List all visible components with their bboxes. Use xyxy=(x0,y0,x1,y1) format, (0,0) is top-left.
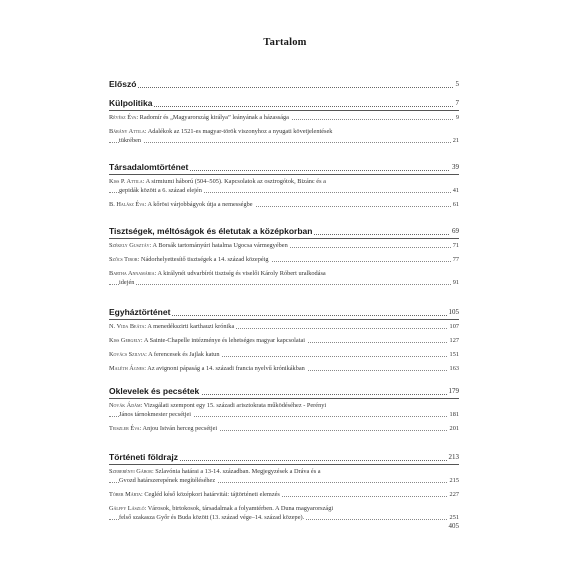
entry-text: Tóber Márta: Cegléd késő középkori határvitái: tájtörténeti elemzés xyxy=(109,491,280,498)
entry-continuation xyxy=(109,186,459,195)
toc-section xyxy=(109,98,459,145)
toc-foreword xyxy=(109,79,459,90)
entry-page: 41 xyxy=(452,187,459,194)
entry-author: Székely Gusztáv xyxy=(109,242,150,249)
toc-entry xyxy=(109,504,459,522)
entry-page: 181 xyxy=(449,411,459,418)
entry-author: Bárány Attila xyxy=(109,128,145,135)
toc-heading: Társadalomtörténet xyxy=(109,162,189,172)
toc-page: 69 xyxy=(452,227,459,235)
toc-entry xyxy=(109,364,459,373)
toc-entry xyxy=(109,255,459,264)
toc-section xyxy=(109,162,459,209)
entry-line xyxy=(109,113,459,122)
dot-leader xyxy=(109,87,459,88)
entry-line: Bartha Annamária: A királynéi udvarbírói tisztség és viselői Károly Róbert uralkodása xyxy=(109,270,326,277)
toc-entry xyxy=(109,113,459,122)
entry-text: Székely Gusztáv: A Borsák tartományúri hatalma Ugocsa vármegyében xyxy=(109,242,288,249)
toc-heading: Előszó xyxy=(109,79,137,89)
entry-page: 251 xyxy=(449,514,459,521)
entry-title: A menedékszirti karthauzi krónika xyxy=(147,323,235,330)
entry-title-cont: János tárnokmester pecsétjei xyxy=(119,411,192,418)
page-title: Tartalom xyxy=(263,37,307,48)
entry-continuation xyxy=(109,476,459,485)
dot-leader xyxy=(109,142,459,143)
entry-author: Szőcs Tibor xyxy=(109,256,138,263)
entry-title: Cegléd késő középkori határvitái: tájtörténeti elemzés xyxy=(144,491,280,498)
page-number: 405 xyxy=(448,522,459,530)
entry-author: Tóber Márta xyxy=(109,491,142,498)
toc-entry xyxy=(109,467,459,485)
entry-page: 151 xyxy=(449,351,459,358)
toc-section xyxy=(109,386,459,433)
dot-leader xyxy=(109,106,459,107)
entry-title: Adalékok az 1521-es magyar-török viszonyhoz a nyugati követjelentések xyxy=(147,128,333,135)
section-rule xyxy=(109,398,459,399)
entry-text: Szőcs Tibor: Nádorhelyettesítő tisztségek a 14. század közepéig xyxy=(109,256,269,263)
section-rule xyxy=(109,464,459,465)
toc-page: 213 xyxy=(448,453,459,461)
entry-line xyxy=(109,350,459,359)
entry-text: B. Halász Éva: A kőrösi várjobbágyok útja a nemességbe xyxy=(109,201,253,208)
entry-author: Maléth Ágnes xyxy=(109,365,145,372)
toc-entry xyxy=(109,336,459,345)
entry-continuation xyxy=(109,410,459,419)
entry-line: Gálffy László: Városok, birtokosok, társadalmak a folyamtérben. A Duna magyarországi xyxy=(109,505,334,512)
toc-entry xyxy=(109,401,459,419)
entry-title: Anjou István herceg pecsétjei xyxy=(142,425,218,432)
entry-text: Maléth Ágnes: Az avignoni pápaság a 14. századi francia nyelvű krónikákban xyxy=(109,365,305,372)
section-rule xyxy=(109,238,459,239)
entry-continuation xyxy=(109,136,459,145)
section-rule xyxy=(109,174,459,175)
entry-page: 215 xyxy=(449,477,459,484)
entry-author: Kiss Gergely xyxy=(109,337,141,344)
toc-entry xyxy=(109,424,459,433)
toc-heading-row xyxy=(109,79,459,90)
toc-heading-row xyxy=(109,98,459,109)
entry-text: Kovács Szilvia: A ferencesek és Jajlak katun xyxy=(109,351,220,358)
toc-heading-row xyxy=(109,162,459,173)
entry-line xyxy=(109,490,459,499)
entry-page: 201 xyxy=(449,425,459,432)
toc-heading-row xyxy=(109,386,459,397)
toc-entry xyxy=(109,127,459,145)
dot-leader xyxy=(109,284,459,285)
entry-continuation xyxy=(109,513,459,522)
entry-line xyxy=(109,336,459,345)
entry-author: Szeberényi Gábor xyxy=(109,468,152,475)
toc-heading: Egyháztörténet xyxy=(109,307,171,317)
entry-line: Szeberényi Gábor: Szlavónia határai a 13-14. században. Megjegyzések a Dráva és a xyxy=(109,468,321,475)
toc-heading: Külpolitika xyxy=(109,98,153,108)
entry-title: A sirmiumi háború (504–505). Kapcsolatok az osztrogótok, Bizánc és a xyxy=(145,178,326,185)
entry-author: Gálffy László xyxy=(109,505,145,512)
toc-heading-row xyxy=(109,452,459,463)
entry-line xyxy=(109,241,459,250)
entry-author: Kovács Szilvia xyxy=(109,351,146,358)
entry-page: 9 xyxy=(455,114,459,121)
entry-line xyxy=(109,200,459,209)
toc-page: 179 xyxy=(448,387,459,395)
toc-entry xyxy=(109,200,459,209)
entry-text: Kiss Gergely: A Sainte-Chapelle intézménye és lehetséges magyar kapcsolatai xyxy=(109,337,306,344)
entry-author: Révész Éva xyxy=(109,114,137,121)
toc-entry xyxy=(109,241,459,250)
entry-page: 227 xyxy=(449,491,459,498)
entry-title: A Sainte-Chapelle intézménye és lehetséges magyar kapcsolatai xyxy=(143,337,306,344)
entry-title-cont: gepidák között a 6. század elején xyxy=(119,187,202,194)
toc-page: 105 xyxy=(448,308,459,316)
entry-line xyxy=(109,322,459,331)
entry-line xyxy=(109,424,459,433)
entry-page: 21 xyxy=(452,137,459,144)
toc-entry xyxy=(109,269,459,287)
entry-title: A kőrösi várjobbágyok útja a nemességbe xyxy=(147,201,253,208)
toc-heading-row xyxy=(109,226,459,237)
entry-line xyxy=(109,255,459,264)
toc-heading: Történeti földrajz xyxy=(109,452,178,462)
entry-text: N. Vida Beáta: A menedékszirti karthauzi krónika xyxy=(109,323,235,330)
toc-entry xyxy=(109,177,459,195)
entry-title-cont: felső szakasza Győr és Buda között (13. század vége–14. század közepe). xyxy=(119,514,305,521)
entry-page: 163 xyxy=(449,365,459,372)
entry-author: Bartha Annamária xyxy=(109,270,155,277)
entry-continuation xyxy=(109,278,459,287)
entry-page: 71 xyxy=(452,242,459,249)
entry-line: Novák Ádám: Vizsgálati szempont egy 15. századi arisztokrata működéséhez - Perényi xyxy=(109,402,327,409)
entry-author: Kiss P. Attila xyxy=(109,178,143,185)
entry-title: Nádorhelyettesítő tisztségek a 14. század közepéig xyxy=(140,256,269,263)
entry-title-cont: Gvozd határszerepének megítéléséhez xyxy=(119,477,216,484)
entry-title: Az avignoni pápaság a 14. századi francia nyelvű krónikákban xyxy=(147,365,305,372)
toc-entry xyxy=(109,350,459,359)
entry-page: 91 xyxy=(452,279,459,286)
entry-title: Szlavónia határai a 13-14. században. Megjegyzések a Dráva és a xyxy=(155,468,321,475)
entry-page: 127 xyxy=(449,337,459,344)
entry-page: 61 xyxy=(452,201,459,208)
toc-entry xyxy=(109,490,459,499)
entry-text: Teiszler Éva: Anjou István herceg pecsétjei xyxy=(109,425,218,432)
entry-title: A Borsák tartományúri hatalma Ugocsa vármegyében xyxy=(152,242,288,249)
section-rule xyxy=(109,319,459,320)
toc-section xyxy=(109,307,459,373)
entry-author: Novák Ádám xyxy=(109,402,141,409)
toc-section xyxy=(109,226,459,287)
toc-heading: Oklevelek és pecsétek xyxy=(109,386,200,396)
toc-section xyxy=(109,452,459,522)
toc-page: 39 xyxy=(452,163,459,171)
entry-title: Városok, birtokosok, társadalmak a folyamtérben. A Duna magyarországi xyxy=(147,505,334,512)
entry-page: 107 xyxy=(449,323,459,330)
toc-entry xyxy=(109,322,459,331)
entry-line: Kiss P. Attila: A sirmiumi háború (504–505). Kapcsolatok az osztrogótok, Bizánc és a xyxy=(109,178,326,185)
entry-author: N. Vida Beáta xyxy=(109,323,145,330)
entry-title-cont: idején xyxy=(119,279,135,286)
toc-page: 5 xyxy=(455,80,459,88)
entry-author: Teiszler Éva xyxy=(109,425,140,432)
entry-line: Bárány Attila: Adalékok az 1521-es magyar-török viszonyhoz a nyugati követjelentések xyxy=(109,128,333,135)
toc-heading: Tisztségek, méltóságok és életutak a középkorban xyxy=(109,226,313,236)
entry-text: Révész Éva: Radomír és „Magyarország királya” leányának a házassága xyxy=(109,114,289,121)
entry-title: A ferencesek és Jajlak katun xyxy=(148,351,220,358)
toc-heading-row xyxy=(109,307,459,318)
entry-title-cont: tükrében xyxy=(119,137,142,144)
entry-title: Vizsgálati szempont egy 15. századi arisztokrata működéséhez - Perényi xyxy=(143,402,327,409)
entry-title: Radomír és „Magyarország királya” leányának a házassága xyxy=(139,114,289,121)
section-rule xyxy=(109,110,459,111)
entry-title: A királynéi udvarbírói tisztség és viselői Károly Róbert uralkodása xyxy=(157,270,326,277)
entry-page: 77 xyxy=(452,256,459,263)
entry-author: B. Halász Éva xyxy=(109,201,145,208)
toc-page: 7 xyxy=(455,99,459,107)
entry-line xyxy=(109,364,459,373)
